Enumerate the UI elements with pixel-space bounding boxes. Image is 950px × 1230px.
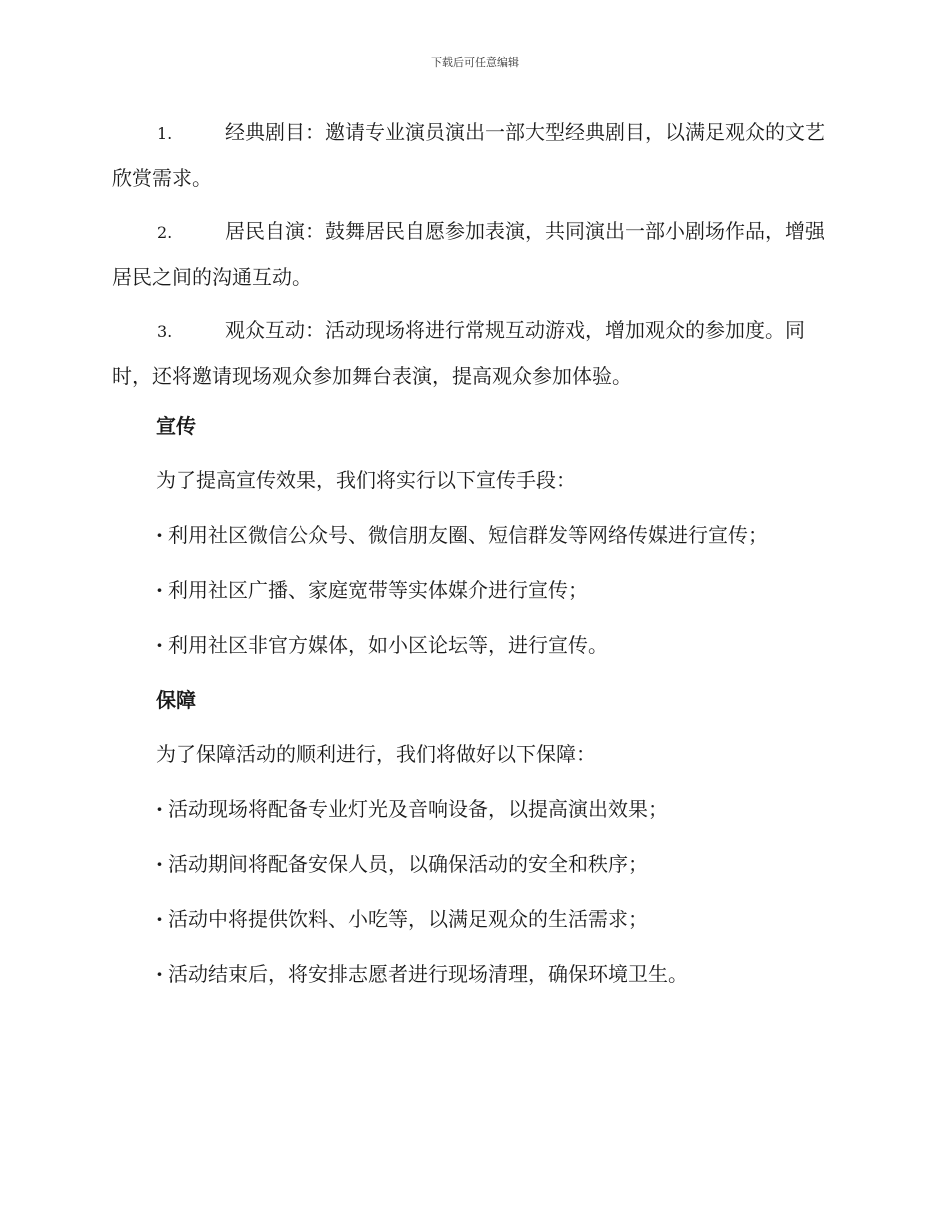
bullet-dot: · [156, 633, 163, 657]
item-text: 经典剧目：邀请专业演员演出一部大型经典剧目，以满足观众的文艺欣赏需求。 [112, 120, 825, 190]
bullet-text: 利用社区微信公众号、微信朋友圈、短信群发等网络传媒进行宣传； [168, 523, 768, 547]
bullet-item [156, 846, 838, 882]
bullet-item [156, 627, 838, 663]
bullet-item [156, 901, 838, 937]
bullet-text: 利用社区广播、家庭宽带等实体媒介进行宣传； [168, 578, 588, 602]
document-body [112, 110, 838, 1011]
bullet-text: 活动结束后，将安排志愿者进行现场清理，确保环境卫生。 [168, 962, 688, 986]
bullet-item [156, 956, 838, 992]
item-number: 1. [157, 124, 173, 143]
bullet-text: 利用社区非官方媒体，如小区论坛等，进行宣传。 [168, 633, 608, 657]
bullet-item [156, 517, 838, 553]
bullet-dot: · [156, 797, 163, 821]
bullet-dot: · [156, 523, 163, 547]
guarantee-intro: 为了保障活动的顺利进行，我们将做好以下保障： [156, 742, 596, 766]
bullet-dot: · [156, 578, 163, 602]
bullet-dot: · [156, 907, 163, 931]
numbered-item-3 [112, 308, 838, 398]
numbered-item-2 [112, 209, 838, 299]
item-text: 居民自演：鼓舞居民自愿参加表演，共同演出一部小剧场作品，增强居民之间的沟通互动。 [112, 219, 825, 289]
publicity-intro: 为了提高宣传效果，我们将实行以下宣传手段： [156, 468, 576, 492]
item-number: 2. [157, 223, 173, 242]
item-text: 观众互动：活动现场将进行常规互动游戏，增加观众的参加度。同时，还将邀请现场观众参加舞台表演，提高观众参加体验。 [112, 318, 805, 388]
bullet-text: 活动现场将配备专业灯光及音响设备，以提高演出效果； [168, 797, 668, 821]
bullet-dot: · [156, 852, 163, 876]
item-number: 3. [157, 322, 173, 341]
bullet-text: 活动中将提供饮料、小吃等，以满足观众的生活需求； [168, 907, 648, 931]
numbered-item-1 [112, 110, 838, 200]
section-heading-guarantee: 保障 [156, 688, 196, 712]
bullet-text: 活动期间将配备安保人员，以确保活动的安全和秩序； [168, 852, 648, 876]
bullet-item [156, 791, 838, 827]
page-header: 下载后可任意编辑 [431, 56, 519, 69]
bullet-dot: · [156, 962, 163, 986]
bullet-item [156, 572, 838, 608]
section-heading-publicity: 宣传 [156, 414, 196, 438]
